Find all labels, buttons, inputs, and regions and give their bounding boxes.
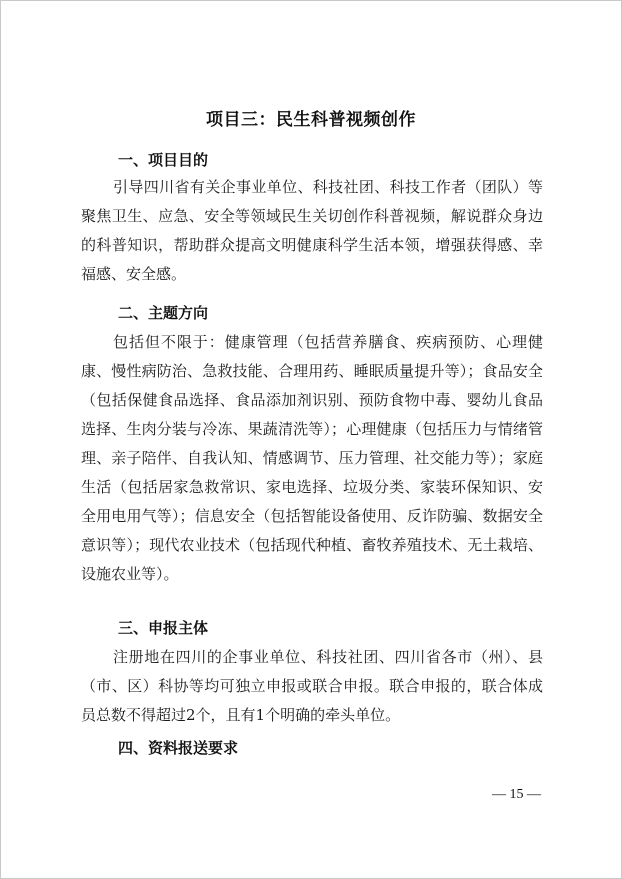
section-body-purpose: 引导四川省有关企事业单位、科技社团、科技工作者（团队）等聚焦卫生、应急、安全等领域民生关切创作科普视频，解说群众身边的科普知识，帮助群众提高文明健康科学生活本领，增强获得感、幸福感、安全感。 bbox=[81, 178, 543, 283]
section-heading-materials: 四、资料报送要求 bbox=[118, 739, 239, 757]
section-body-applicants: 注册地在四川的企事业单位、科技社团、四川省各市（州）、县（市、区）科协等均可独立申报或联合申报。联合申报的，联合体成员总数不得超过2个，且有1个明确的牵头单位。 bbox=[81, 648, 543, 724]
section-heading-topics: 二、主题方向 bbox=[118, 304, 209, 322]
section-heading-purpose: 一、项目目的 bbox=[118, 151, 209, 169]
section-body-topics: 包括但不限于：健康管理（包括营养膳食、疾病预防、心理健康、慢性病防治、急救技能、合理用药、睡眠质量提升等）；食品安全（包括保健食品选择、食品添加剂识别、预防食物中毒、婴幼儿食品选择、生肉分装与冷冻、果蔬清洗等）；心理健康（包括压力与情绪管理、亲子陪伴、自我认知、情感调节、压力管理、社交能力等）；家庭生活（包括居家急救常识、家电选择、垃圾分类、家装环保知识、安全用电用气等）；信息安全（包括智能设备使用、反诈防骗、数据安全意识等）；现代农业技术（包括现代种植、畜牧养殖技术、无土栽培、设施农业等）。 bbox=[81, 333, 543, 583]
page-number: — 15 — bbox=[492, 787, 541, 802]
document-title: 项目三：民生科普视频创作 bbox=[206, 110, 416, 130]
section-heading-applicants: 三、申报主体 bbox=[118, 619, 209, 637]
